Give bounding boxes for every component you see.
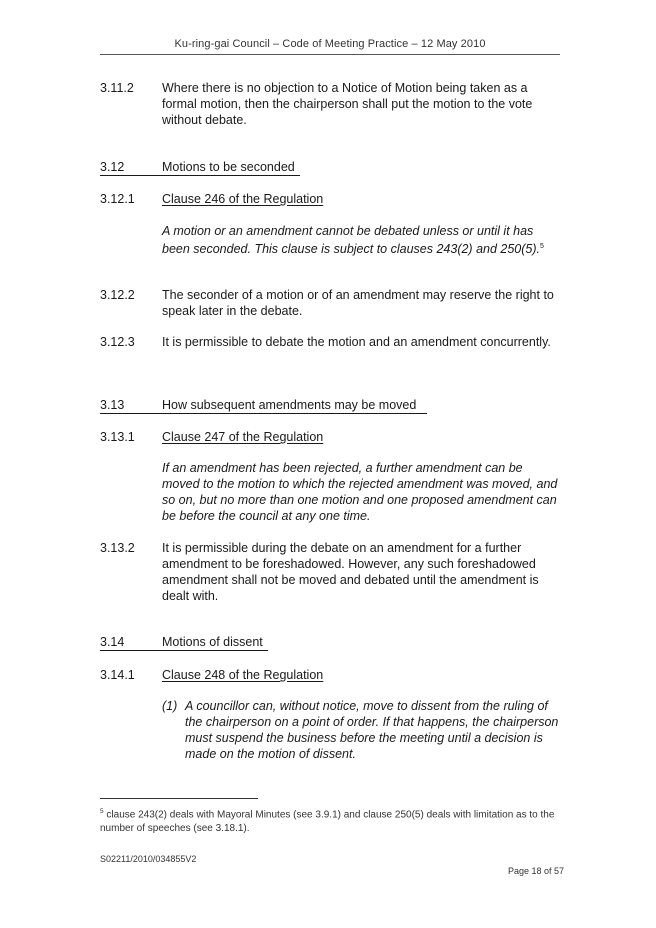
list-item-label: (1)	[162, 699, 178, 713]
clause-heading: Clause 247 of the Regulation	[162, 430, 324, 444]
page-number: Page 18 of 57	[508, 866, 565, 876]
clause-text: Where there is no objection to a Notice of Motion being taken as a formal motion, then the chairperson shall put the motion to the vote without debate.	[162, 81, 533, 127]
clause-number: 3.13.1	[100, 430, 135, 444]
section-number: 3.12	[100, 160, 125, 174]
footnote	[100, 805, 560, 836]
footnote-text: clause 243(2) deals with Mayoral Minutes (see 3.9.1) and clause 250(5) deals with limitation as to the number of speeches (see 3.18.1).	[100, 809, 555, 835]
document-reference: S02211/2010/034855V2	[100, 854, 197, 864]
section-title: Motions to be seconded	[162, 160, 295, 174]
header-rule	[100, 54, 560, 55]
clause-text: It is permissible during the debate on an amendment for a further amendment to be foreshadowed. However, any such foreshadowed amendment shall not be moved and debated until the amendment is dealt with.	[162, 541, 539, 603]
section-underline	[100, 650, 268, 651]
section-title: Motions of dissent	[162, 635, 263, 649]
clause-number: 3.14.1	[100, 668, 135, 682]
clause-number: 3.12.1	[100, 192, 135, 206]
footnote-marker: 5	[100, 808, 104, 815]
clause-number: 3.11.2	[100, 81, 134, 95]
clause-number: 3.13.2	[100, 541, 135, 555]
running-header: Ku-ring-gai Council – Code of Meeting Practice – 12 May 2010	[174, 38, 486, 50]
regulation-quote: If an amendment has been rejected, a further amendment can be moved to the motion to which the rejected amendment was moved, and so on, but no more than one motion and one proposed amendment can be before the council at any one time.	[162, 461, 558, 523]
clause-number: 3.12.2	[100, 288, 135, 302]
clause-number: 3.12.3	[100, 335, 135, 349]
regulation-quote	[162, 223, 560, 257]
section-number: 3.13	[100, 398, 125, 412]
footnote-ref: 5	[540, 243, 544, 250]
footnote-rule	[100, 798, 258, 799]
section-title: How subsequent amendments may be moved	[162, 398, 417, 412]
clause-heading: Clause 248 of the Regulation	[162, 668, 324, 682]
clause-heading: Clause 246 of the Regulation	[162, 192, 324, 206]
clause-text: It is permissible to debate the motion and an amendment concurrently.	[162, 335, 551, 349]
list-item-text: A councillor can, without notice, move to dissent from the ruling of the chairperson on a point of order. If that happens, the chairperson must suspend the business before the meeting until a decision is made on the motion of dissent.	[185, 699, 559, 761]
clause-text: The seconder of a motion or of an amendment may reserve the right to speak later in the debate.	[162, 288, 554, 318]
section-underline	[100, 413, 427, 414]
section-underline	[100, 175, 300, 176]
section-number: 3.14	[100, 635, 125, 649]
quote-text: A motion or an amendment cannot be debated unless or until it has been seconded. This clause is subject to clauses 243(2) and 250(5).	[162, 224, 541, 257]
